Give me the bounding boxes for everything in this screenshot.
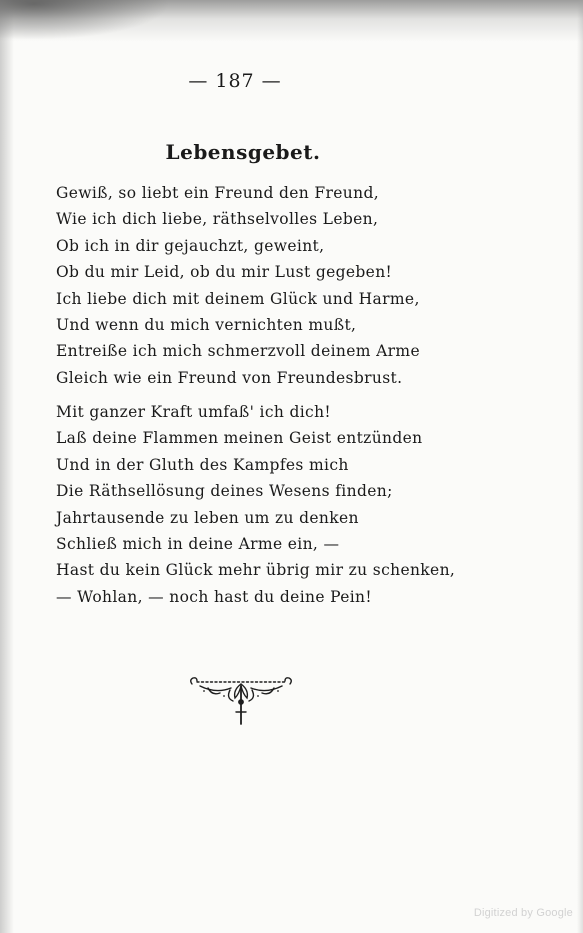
stanza-1 [56,180,420,391]
verse-line: Jahrtausende zu leben um zu denken [56,508,359,527]
verse-line: Gleich wie ein Freund von Freundesbrust. [56,368,403,387]
verse-line: Mit ganzer Kraft umfaß' ich dich! [56,403,331,421]
page-number: — 187 — [188,70,282,92]
digitized-watermark: Digitized by Google [473,907,573,919]
scan-smudge [0,0,170,40]
verse-line: Hast du kein Glück mehr übrig mir zu schenken, [56,561,456,580]
verse-line: Und in der Gluth des Kampfes mich [56,455,349,474]
verse-line: Entreiße ich mich schmerzvoll deinem Arme [56,342,420,361]
poem-title: Lebensgebet. [165,140,321,164]
stanza-2 [56,399,456,610]
verse-line: Laß deine Flammen meinen Geist entzünden [56,429,423,448]
verse-line: — Wohlan, — noch hast du deine Pein! [56,587,372,606]
verse-line: Die Räthsellösung deines Wesens finden; [56,482,393,501]
verse-line: Ich liebe dich mit deinem Glück und Harme, [56,289,420,308]
verse-line: Gewiß, so liebt ein Freund den Freund, [56,184,380,202]
verse-line: Ob ich in dir gejauchzt, geweint, [56,236,325,255]
verse-line: Ob du mir Leid, ob du mir Lust gegeben! [56,263,393,282]
verse-line: Schließ mich in deine Arme ein, — [56,534,340,553]
verse-line: Und wenn du mich vernichten mußt, [56,315,357,334]
scan-right-edge [577,0,583,933]
fleuron-ornament-icon [186,672,296,727]
verse-line: Wie ich dich liebe, räthselvolles Leben, [56,210,379,229]
